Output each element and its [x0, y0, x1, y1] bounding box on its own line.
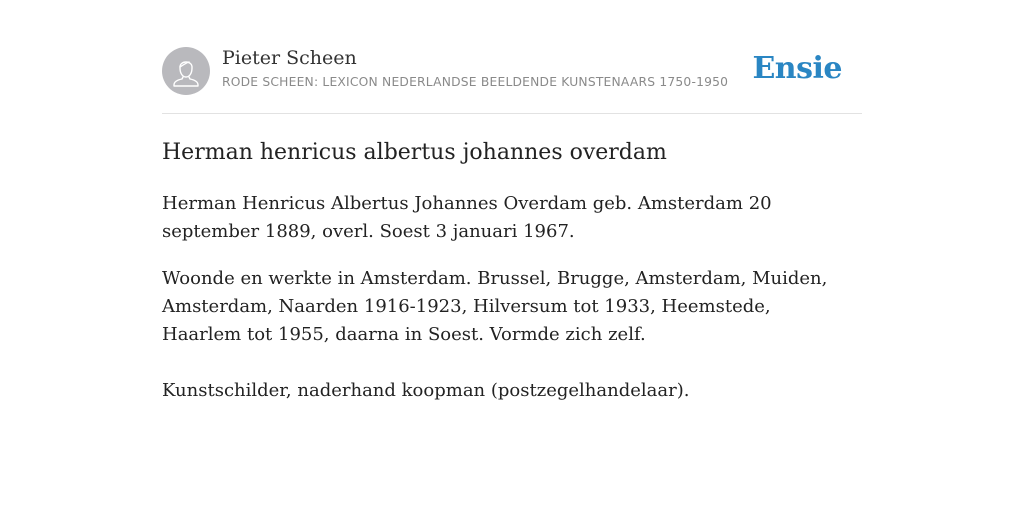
article-card	[162, 0, 862, 512]
article-body	[162, 190, 852, 405]
article-title: Herman henricus albertus johannes overdam	[162, 140, 667, 165]
author-header	[162, 47, 862, 97]
paragraph: Woonde en werkte in Amsterdam. Brussel, Brugge, Amsterdam, Muiden, Amsterdam, Naarden 1916-1923, Hilversum tot 1933, Heemstede, Haarlem tot 1955, daarna in Soest. Vormde zich zelf.	[162, 268, 828, 345]
source-label[interactable]: RODE SCHEEN: LEXICON NEDERLANDSE BEELDENDE KUNSTENAARS 1750-1950	[222, 75, 729, 89]
author-avatar[interactable]	[162, 47, 210, 95]
paragraph: Kunstschilder, naderhand koopman (postzegelhandelaar).	[162, 380, 690, 401]
paragraph: Herman Henricus Albertus Johannes Overdam geb. Amsterdam 20 september 1889, overl. Soest 3 januari 1967.	[162, 193, 772, 242]
user-icon	[162, 47, 210, 95]
header-divider	[162, 113, 862, 114]
author-name[interactable]: Pieter Scheen	[222, 47, 357, 69]
ensie-logo[interactable]: Ensie	[752, 51, 842, 86]
